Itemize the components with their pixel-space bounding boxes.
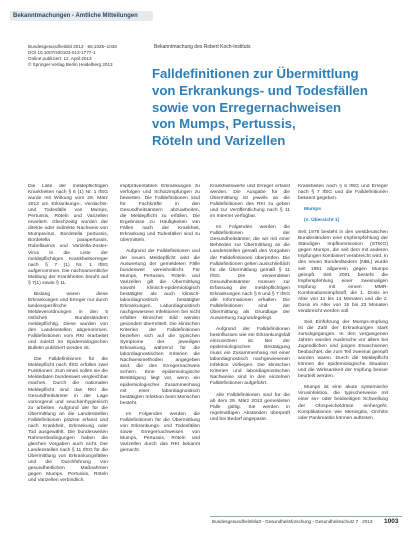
paragraph: Aufgrund der Falldefinitionen und der neuen Meldepflicht wird die Auswertung der gemeldeten Fälle bundesweit vereinheitlicht. Für Mumps, Pertussis, Röteln und Varizellen gilt die Übermittlung sowohl klinisch-epidemiologisch bestätigter als auch klinisch-labordiagnostisch bestätigter Erkrankungen. Labordiagnostisch nachgewiesene Infektionen bei nicht erfüllter klinischer Bild werden gesondert übermittelt. Die klinischen Kriterien der Falldefinitionen beziehen sich auf die typischen Symptome der jeweiligen Erkrankung, während für die labordiagnostischen Kriterien die Nachweismethoden angegeben sind, die den Erregernachweis sichern. Eine epidemiologische Bestätigung liegt vor, wenn ein epidemiologischer Zusammenhang mit einer labordiagnostisch bestätigten Infektion beim Menschen besteht. (120, 249, 200, 406)
title-line: Falldefinitionen zur Übermittlung (152, 66, 359, 81)
article-meta (28, 44, 158, 68)
paragraph: Seit Einführung der Mumps-Impfung ist die Zahl der Erkrankungen stark zurückgegangen. In den vergangenen Jahren wurden Ausbrüche vor allem bei Jugendlichen und jungen Erwachsenen beobachtet, die zum Teil zweimal geimpft worden waren. Durch die Meldepflicht können die epidemiologische Situation und die Wirksamkeit der Impfung besser beurteilt werden. (298, 319, 388, 380)
meta-doi: DOI 10.1007/s00103-013-1777-1 (28, 50, 96, 56)
title-line: sowie von Erregernachweisen (152, 99, 342, 115)
meta-online-date: Online publiziert: 12. April 2013 (28, 56, 92, 62)
paragraph: Bislang waren diese Erkrankungen und Erreger nur durch landesspezifische Meldeverordnungen in den 5 östlichen Bundesländern meldepflichtig. Diese wurden von den Landesstellen abgenommen. Falldefinitionen vom RKI erarbeitet und zuletzt im Epidemiologischen Bulletin publiziert worden ist. (28, 291, 108, 352)
subheading-mumps: Mumps (304, 207, 322, 213)
body-column-2 (120, 184, 200, 459)
paragraph: Die Liste der meldepflichtigen Krankheiten nach § 6 (1) Nr. 1 IfSG wurde mit Wirkung vom 29. März 2013 um Erkrankungs-, Verdachts- und Todesfälle von Mumps, Pertussis, Röteln und Varizellen erweitert. Gleichzeitig wurden der direkte oder indirekte Nachweis von Mumpsvirus, Bordetella pertussis, Bordetella parapertussis, Rubellavirus und Varizella-Zoster-Virus in die Liste der meldepflichtigen Krankheitserreger nach § 7 (1) Nr. 1 IfSG aufgenommen. Die nachnamentliche Meldung der Krankheiten beruht auf § 7(1) sowie § 11. (28, 184, 108, 286)
body-column-4 (298, 184, 388, 427)
article-title (152, 66, 407, 150)
title-line: von Erkrankungs- und Todesfällen (152, 82, 368, 98)
paragraph: Alle Falldefinitionen sind für die ab dem 29. März 2013 gemeldeten Fälle gültig. Sie werden in regelmäßigen Abständen überprüft und bei Bedarf angepasst. (210, 392, 290, 422)
subheading-overview-ref: (s. Übersicht 1) (304, 218, 340, 224)
paragraph: Aufgrund der Falldefinitionen beeinflussen wie ein Erkrankungsfall einzuordnen ist. Bei der epidemiologischen Bestätigung muss ein Zusammenhang mit einer labordiagnostisch nachgewiesenen Infektion vorliegen. Die klinischen Kriterien und labordiagnostischen Nachweise sind in den einzelnen Falldefinitionen aufgeführt. (210, 327, 290, 387)
publisher-line: Bekanntmachung des Robert Koch-Instituts (154, 44, 251, 50)
section-tag: Bekanntmachungen - Amtliche Mitteilungen (10, 11, 153, 21)
meta-citation: Bundesgesundheitsbl 2013 · 56:1025–1036 (28, 44, 117, 49)
title-line: von Mumps, Pertussis, (152, 116, 296, 132)
paragraph: Im Folgenden werden die Falldefinitionen für die Übermittlung von Erkrankungs- und Todesfällen sowie Erregernachweisen von Mumps, Pertussis, Röteln und Varizellen durch das RKI bekannt gemacht. (120, 411, 200, 453)
page-number: 1003 (384, 518, 399, 525)
body-column-1 (28, 184, 108, 489)
paragraph: Krankheitswerte und Erreger erfasst werden. Die Ausgabe für die Übermittlung ist jeweils an die Falldefinitionen des RKI zu geben und zur Veröffentlichung nach § 11 im Internet verfügbar. (210, 184, 290, 220)
footer-rule (210, 516, 402, 517)
title-line: Röteln und Varizellen (152, 133, 286, 149)
meta-copyright: © Springer-Verlag Berlin Heidelberg 2013 (28, 62, 113, 68)
paragraph: Im Folgenden werden die Falldefinitionen der Gesundheitsämter, die wir mit einer Behörden zur Übermittlung an die Landesstellen gemäß den Vorgaben der Falldefinitionen überprüfen. Die Falldefinitionen gelten ausschließlich für die Übermittlung gemäß § 11 IfSG. Die verwendeten Gesundheitsämter müssen zur Erfassung der meldepflichtigen Erkrankungen nach § 6 und § 7 IfSG alle Informationen erhalten. Die Falldefinitionen sind der Übermittlung als Grundlage der Auswertung zugrundegelegt. (210, 225, 290, 321)
journal-footer: Bundesgesundheitsblatt - Gesundheitsforschung - Gesundheitsschutz 7 · 2013 (212, 519, 373, 524)
paragraph: Krankheiten nach § 6 IfSG und Erreger nach § 7 IfSG und die Falldefinitionen bekannt gegeben. (298, 184, 388, 202)
body-column-3 (210, 184, 290, 428)
paragraph: impfpräventablen Erkrankungen zu verfolgen und Schutzimpfungen zu bewerten. Die Falldefinitionen sind für Fachkräfte in den Gesundheitsämtern abzuarbeiten, die Meldepflicht zu erfüllen. Die Ergebnisse zu Häufigkeiten von Fällen nach der Krankheit, Erkrankung und Todesfällen sind zu übermitteln. (120, 184, 200, 244)
paragraph: Mumps ist eine akute systemische Virusinfektion, die typischerweise mit einer ein- oder beidseitigen Schwellung der Ohrspeicheldrüse einhergeht. Komplikationen wie Meningitis, Orchitis oder Pankreatitis können auftreten. (298, 385, 388, 421)
paragraph: Seit 1976 besteht in den westdeutschen Bundesländern eine Impfempfehlung der Ständigen Impfkommission (STIKO) gegen Mumps, die seit dem mit anderen Impfungen kombiniert verabreicht wird. In den neuen Bundesländern (NBL) wurde seit 1991 allgemein gegen Mumps geimpft. Seit 2001 besteht die Impfempfehlung einer zweimaligen Impfung mit einem MMR-Kombinationsimpfstoff, die 1. Dosis im Alter von 11 bis 14 Monaten und die 2. Dosis im Alter von 15 bis 23 Monaten verabreicht werden soll. (298, 230, 388, 314)
paragraph: Die Falldefinitionen für die Meldepflicht nach IfSG erfüllen zwei Funktionen: Zum einen sollen sie die Meldedaten bundesweit vergleichbar machen. Durch die nationalen Meldepflicht sind das RKI die Gesundheitsämter in der Lage vorsorgend und seuchenhygienisch zu arbeiten. Aufgrund der für die Übermittlung an die Landesstellen Falldefinitionen präzise erfasst und nach Krankheit, Erkrankung oder Tod ausgewählt. Die bundesweiten Rahmenbedingungen haben die gleichen Vorgaben auch nicht. Der Landesstellen nach § 11 IfSG für die Übermittlung von Erkrankungsfällen und die Durchführung von gesundheitlichen Maßnahmen gegen Mumps, Pertussis, Röteln und Varizellen verbindlich. (28, 357, 108, 484)
